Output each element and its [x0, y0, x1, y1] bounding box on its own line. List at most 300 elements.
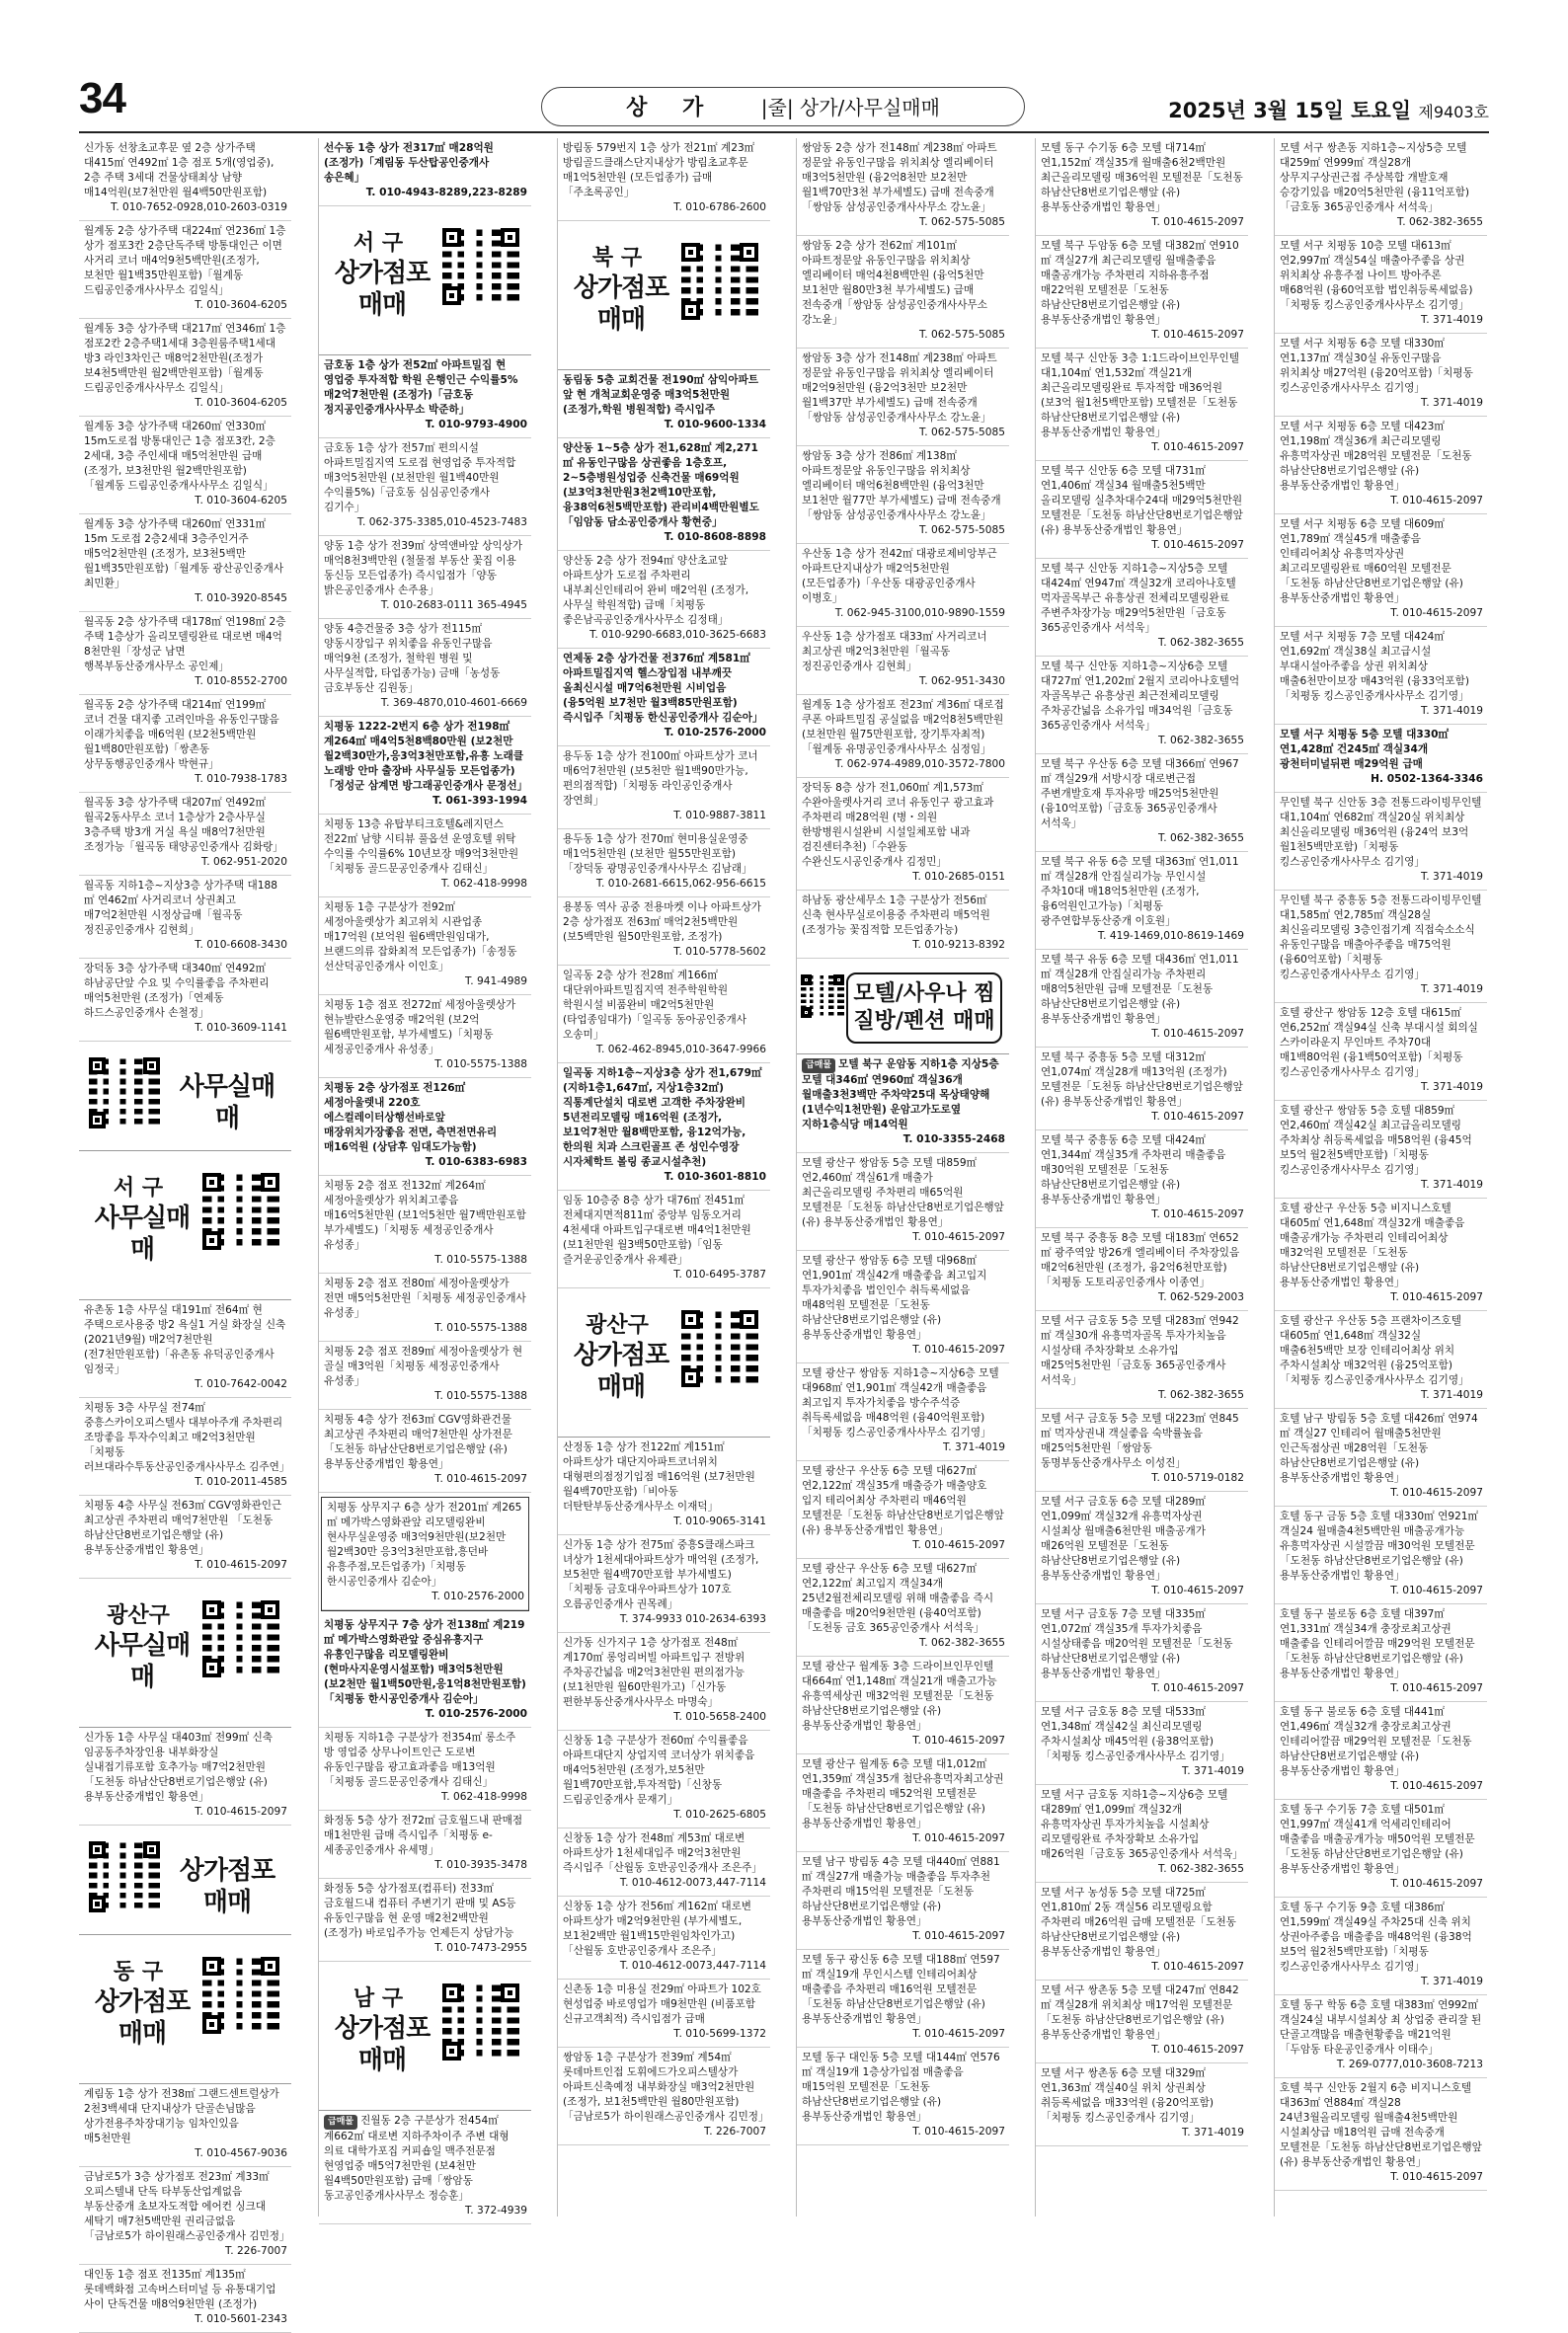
listing-text: 모텔 광산구 쌍암동 지하1층~지상6층 모텔 대968㎡ 연1,901㎡ 객실42개 매출좋음 최고입지 투자가치좋음 방수주석증 취득록세없음 매48억원 (융40억원포함)「치평동 킹스공인중개사사무소 김기영」 [802, 1367, 999, 1439]
listing-phone[interactable]: T. 061-393-1994 [432, 795, 527, 807]
listing-phone[interactable]: T. 226-7007 [704, 2126, 766, 2138]
listing-description [84, 1731, 287, 1805]
listing-description [1041, 757, 1244, 831]
listing-description [324, 441, 527, 515]
listing-description [1280, 337, 1483, 396]
list-item [1036, 559, 1248, 657]
listing-description [563, 1194, 766, 1268]
listing-text: 쌍암동 3층 상가 전86㎡ 계138㎡ 아파트정문앞 유동인구많음 위치최상 엘리베이터 매억6천8백만원 (융억3천만 보1천만 월77만 부가세별도) 급매 전속중개「쌍암동 삼성공인중개사사무소 강노윤」 [802, 450, 1001, 521]
listing-description [563, 1831, 766, 1876]
listing-text: 치평동 2층 점포 전80㎡ 세정아울렛상가 전면 매5억5천만원「치평동 세정공인중개사 유성종」 [324, 1278, 526, 1319]
listing-phone[interactable]: T. 010-2576-2000 [431, 1591, 524, 1602]
listing-phone[interactable]: T. 010-3604-6205 [195, 495, 287, 506]
listing-phone[interactable]: T. 010-7473-2955 [434, 1942, 527, 1954]
listing-text: 호텔 동구 불로동 6층 호텔 대397㎡ 연1,331㎡ 객실34개 충장로최고상권 매출좋음 인테리어깔끔 매29억원 모텔전문「도천동 하남산단8번로기업은행앞 (유) 용부동산중개법인 황용연」 [1280, 1608, 1475, 1679]
list-item [797, 1852, 1009, 1950]
listing-phone[interactable]: T. 010-9887-3811 [673, 810, 766, 821]
column-4 [796, 138, 1009, 2216]
listing-phone[interactable]: T. 062-418-9998 [441, 1791, 527, 1803]
listing-description [324, 1345, 527, 1389]
listing-text: 월곡동 2층 상가주택 대214㎡ 연199㎡ 코너 건물 대지좋 고려인마을 유동인구많음 이래가치좋음 매6억원 (보2천5백만원 월1백80만원포함)「쌍촌동 상무동행공인중개사 박현규」 [84, 699, 279, 770]
listing-phone[interactable]: T. 010-8552-2700 [195, 675, 287, 687]
listing-phone[interactable]: T. 062-462-8945,010-3647-9966 [595, 1044, 766, 1055]
listing-phone[interactable]: T. 374-9933 010-2634-6393 [619, 1613, 766, 1625]
listing-description [84, 420, 287, 494]
col4-listings [797, 138, 1009, 959]
qr-code-icon[interactable] [681, 243, 758, 320]
listing-phone[interactable]: T. 371-4019 [1182, 1765, 1244, 1777]
section-kind: 상가점포매매 [573, 1341, 669, 1402]
listing-phone[interactable]: T. 010-4615-2097 [434, 1473, 527, 1485]
section-kind: 사무실매매 [94, 1204, 191, 1265]
listing-description [324, 998, 527, 1057]
listing-text: 월곡동 3층 상가주택 대207㎡ 연492㎡ 월곡2동사무소 코너 1층상가 2층사무실 3층주택 방3개 거실 욕실 매8억7천만원 조정가능「월곡동 태양공인중개사 김화랑」 [84, 797, 283, 853]
qr-code-icon[interactable] [442, 1983, 519, 2061]
page-number: 34 [79, 74, 125, 122]
listing-description [1041, 855, 1244, 929]
listing-phone[interactable]: T. 062-575-5085 [919, 216, 1005, 228]
listing-description [84, 879, 287, 938]
listing-text: 월계동 1층 상가점포 전23㎡ 계36㎡ 대로접 쿠폰 아파트밀집 공실없음 매2억8천5백만원 (보천만원 월75만원포함, 장기투자최적)「월계동 유명공인중개사사무소 심정임」 [802, 699, 1004, 755]
listing-phone[interactable]: T. 010-3935-3478 [434, 1859, 527, 1871]
listing-phone[interactable]: T. 062-382-3655 [1397, 216, 1483, 228]
list-item [79, 695, 291, 793]
qr-code-icon[interactable] [681, 1310, 758, 1387]
listing-text: 하남동 광산세무소 1층 구분상가 전56㎡ 신축 현사무실로이용중 주차편리 매5억원 (조정가능 꽃집적합 모든업종가능) [802, 894, 990, 936]
listing-text: 쌍암동 1층 구분상가 전39㎡ 계54㎡ 롯데마트인접 도휘에드가오피스텔상가 아파트신축예정 내부화장실 매3억2천만원 (조정가, 보1천5백만원 월80만원포함)「금남로5가 하이원래스공인중개사 김민정」 [563, 2052, 769, 2123]
list-item [558, 1980, 770, 2048]
listing-phone[interactable]: T. 941-4989 [465, 975, 527, 987]
listing-phone[interactable]: T. 010-4615-2097 [912, 2126, 1005, 2138]
list-item [319, 1410, 531, 1493]
listing-phone[interactable]: T. 062-951-3430 [919, 675, 1005, 687]
listing-phone[interactable]: T. 371-4019 [1421, 314, 1483, 326]
listing-phone[interactable]: T. 062-575-5085 [919, 427, 1005, 438]
listing-phone[interactable]: T. 062-382-3655 [1158, 735, 1244, 746]
listing-phone[interactable]: T. 010-4612-0073,447-7114 [619, 1877, 766, 1889]
col2c-listings [319, 1615, 531, 1962]
list-item [797, 1251, 1009, 1363]
listing-phone[interactable]: T. 010-2685-0151 [912, 871, 1005, 883]
listing-phone[interactable]: T. 010-4615-2097 [912, 2028, 1005, 2040]
col3b-listings [558, 370, 770, 1288]
listing-phone[interactable]: T. 062-382-3655 [919, 1637, 1005, 1649]
listing-phone[interactable]: T. 010-2576-2000 [425, 1708, 527, 1720]
listing-text: 용두동 1층 상가 전70㎡ 현미용실운영중 매1억5천만원 (보천만 월55만원포함)「장덕동 광명공인중개사사무소 김남래」 [563, 833, 752, 875]
listing-description [84, 1401, 290, 1475]
listing-text: 양산동 2층 상가 전94㎡ 양산초교앞 아파트상가 도로접 주차편리 내부최신인테리어 완비 매2억원 (조정가, 사무실 학원적합) 급매「치평동 좋은남곡공인중개사사무소 김정태」 [563, 555, 749, 626]
list-item [1036, 1130, 1248, 1228]
listing-phone[interactable]: T. 010-2011-4585 [195, 1476, 287, 1488]
listing-phone[interactable]: T. 010-7938-1783 [195, 773, 287, 785]
qr-code-icon[interactable] [89, 1841, 160, 1912]
listing-phone[interactable]: T. 010-4615-2097 [1390, 1585, 1483, 1596]
listing-phone[interactable]: T. 062-529-2003 [1158, 1291, 1244, 1303]
list-item [1036, 1228, 1248, 1311]
list-item [79, 1398, 291, 1496]
listing-phone[interactable]: T. 062-418-9998 [441, 878, 527, 890]
list-item [79, 1728, 291, 1826]
list-item [1275, 1995, 1487, 2078]
section-kind: 상가점포매매 [179, 1856, 275, 1917]
listing-phone[interactable]: T. 010-4615-2097 [1390, 607, 1483, 619]
listing-description [563, 1440, 766, 1515]
listing-phone[interactable]: T. 062-382-3655 [1158, 832, 1244, 844]
list-item [1036, 1311, 1248, 1409]
listing-description [563, 1734, 766, 1808]
listing-phone[interactable]: T. 062-951-2020 [201, 856, 287, 868]
list-item [1275, 725, 1487, 793]
listing-description [324, 622, 527, 696]
qr-code-icon[interactable] [89, 1057, 160, 1128]
listing-text: 호텔 광산구 우산동 5층 프랜차이즈호텔 대605㎡ 연1,648㎡ 객실32실 매출6천5백만 보장 인테리어최상 위치 주차시설최상 매32억원 (융25억포함)「치평동 킹스공인중개사사무소 김기영」 [1280, 1315, 1469, 1386]
listing-text: 모텔 서구 금호동 8층 모텔 대533㎡ 연1,348㎡ 객실42실 최신리모델링 주차시설최상 매45억원 (융38억포함)「치평동 킹스공인중개사사무소 김기영」 [1041, 1706, 1230, 1762]
listing-description [802, 141, 1005, 215]
listing-phone[interactable]: T. 010-9600-1334 [664, 419, 766, 430]
listing-phone[interactable]: T. 010-4615-2097 [912, 1344, 1005, 1356]
listing-phone[interactable]: T. 010-5575-1388 [434, 1058, 527, 1070]
listing-phone[interactable]: T. 010-5575-1388 [434, 1322, 527, 1334]
listing-text: 모텔 서구 금호동 7층 모텔 대335㎡ 연1,072㎡ 객실35개 투자가치좋음 시설상태좋음 매20억원 모텔전문「도천동 하남산단8번로기업은행앞 (유) 용부동산중개법인 황용연」 [1041, 1608, 1233, 1679]
listing-phone[interactable]: T. 010-5575-1388 [434, 1254, 527, 1266]
listing-phone[interactable]: T. 010-2625-6805 [673, 1809, 766, 1821]
list-item [319, 1342, 531, 1410]
listing-phone[interactable]: T. 371-4019 [1421, 983, 1483, 995]
listing-description [802, 894, 1005, 938]
listing-phone[interactable]: T. 010-5719-0182 [1151, 1472, 1244, 1484]
listing-phone[interactable]: T. 419-1469,010-8619-1469 [1097, 930, 1244, 942]
listing-phone[interactable]: T. 010-4615-2097 [195, 1559, 287, 1571]
listing-phone[interactable]: T. 010-5601-2343 [195, 2313, 287, 2325]
listing-description [1041, 1886, 1244, 1960]
listing-text: 치평동 1층 구분상가 전92㎡ 세정아울렛상가 최고위치 시관업종 매17억원 (보억원 월6백만원임대가, 브랜드의류 잡화최적 모든업종가)「송정동 선산덕공인중개사 이인호」 [324, 901, 517, 972]
list-item [79, 221, 291, 319]
listing-description [563, 832, 766, 877]
listing-text: 모텔 북구 중흥동 8층 모텔 대183㎡ 연652㎡ 광주역앞 방26개 엘리베이터 주차장있음 매2억6천만원 (조정가, 융2억6천만포함)「치평동 도토리공인중개사 이종연」 [1041, 1232, 1240, 1288]
listing-text: 선수동 1층 상가 전317㎡ 매28억원 (조정가)「계림동 두산탑공인중개사 송은혜」 [324, 142, 494, 184]
listing-text: 신창동 1층 상가 전56㎡ 계162㎡ 대로변 아파트상가 매2억9천만원 (부가세별도, 보1천2백만 월1백15만원임차인가고)「산월동 호반공인중개사 조은주」 [563, 1901, 752, 1957]
listing-phone[interactable]: T. 010-6495-3787 [673, 1269, 766, 1281]
list-item [1275, 417, 1487, 514]
section-banner [541, 87, 1025, 126]
list-item [797, 778, 1009, 891]
listing-phone[interactable]: T. 010-4615-2097 [1151, 1208, 1244, 1220]
listing-phone[interactable]: T. 371-4019 [1421, 1081, 1483, 1093]
list-item [1036, 1409, 1248, 1492]
listing-phone[interactable]: T. 010-4615-2097 [1151, 1585, 1244, 1596]
list-item [1275, 1604, 1487, 1702]
listing-phone[interactable]: T. 010-4615-2097 [1151, 1682, 1244, 1694]
col2-listings [319, 138, 531, 206]
listing-text: 모텔 서구 쌍촌동 5층 모텔 대247㎡ 연842㎡ 객실28개 위치최상 매17억원 모텔전문「도천동 하남산단8번로기업은행앞 (유) 용부동산중개법인 황용연」 [1041, 1984, 1239, 2041]
listing-phone[interactable]: T. 010-4615-2097 [912, 1231, 1005, 1243]
listing-phone[interactable]: T. 062-575-5085 [919, 329, 1005, 341]
listing-text: 진월동 2층 구분상가 전454㎡ 계662㎡ 대로변 지하주차이주 주변 대형 의료 대학가포집 커피숍일 맥주전문점 현영업중 매5억7천만원 (보4천만 월4백50만원포함) 급매「쌍암동 동고공인중개사사무소 정승훈」 [324, 2115, 510, 2202]
listing-phone[interactable]: T. 010-3920-8545 [195, 592, 287, 604]
page-header [0, 0, 1568, 128]
listing-description [84, 1499, 287, 1558]
list-item [1275, 1199, 1487, 1311]
listing-description [1041, 1705, 1244, 1764]
listing-text: 모텔 광산구 우산동 6층 모텔 대627㎡ 연2,122㎡ 객실35개 매출증가 매출양호 입지 테리어최상 주차편리 매46억원 모텔전문「도천동 하남산단8번로기업은행앞 (유) 용부동산중개법인 황용연」 [802, 1465, 1004, 1536]
listing-phone[interactable]: T. 010-4615-2097 [1390, 495, 1483, 506]
col3c-listings [558, 1438, 770, 2145]
qr-code-icon[interactable] [202, 1173, 279, 1250]
listing-phone[interactable]: H. 0502-1364-3346 [1371, 773, 1483, 785]
listing-description [324, 358, 527, 418]
region-label: 남 구 [353, 1986, 404, 2011]
listing-description [563, 1983, 766, 2027]
listing-phone[interactable]: T. 010-4615-2097 [1390, 1878, 1483, 1890]
list-item [1036, 1883, 1248, 1981]
listing-phone[interactable]: T. 372-4939 [465, 2205, 527, 2216]
listing-description [324, 141, 527, 186]
listing-phone[interactable]: T. 062-382-3655 [1158, 1863, 1244, 1875]
listing-phone[interactable]: T. 010-2683-0111 365-4945 [380, 599, 527, 611]
listing-text: 모텔 북구 두암동 6층 모텔 대382㎡ 연910㎡ 객실27개 최근리모델링 월매출좋음 매출공개가능 주차편리 지하유흥주점 매22억원 모텔전문「도천동 하남산단8번로기업은행앞 (유) 용부동산중개법인 황용연」 [1041, 240, 1239, 326]
list-item [1036, 1785, 1248, 1883]
listing-phone[interactable]: T. 010-5658-2400 [673, 1711, 766, 1723]
listing-phone[interactable]: T. 010-9213-8392 [912, 939, 1005, 951]
region-label: 동 구 [113, 1960, 164, 1984]
listing-phone[interactable]: T. 010-4943-8289,223-8289 [365, 187, 527, 198]
listing-phone[interactable]: T. 371-4019 [1421, 1976, 1483, 1987]
list-item [1036, 1492, 1248, 1604]
listing-text: 연제동 2층 상가건물 전376㎡ 계581㎡ 아파트밀집지역 헬스장입점 내부깨끗 올최신시설 매7억6천만원 시비업음 (융5억원 보7천만 월3백85만원포함) 즉시입주「치평동 한신공인중개사 김순아」 [563, 653, 763, 724]
listing-phone[interactable]: T. 010-4615-2097 [1151, 2044, 1244, 2056]
listing-phone[interactable]: T. 010-2681-6615,062-956-6615 [595, 878, 766, 890]
listing-text: 모텔 남구 방림동 4층 모텔 대440㎡ 연881㎡ 객실27개 매출가능 매출좋음 투자추천 주차편리 매15억원 모텔전문「도천동 하남산단8번로기업은행앞 (유) 용부동산중개법인 황용연」 [802, 1856, 1000, 1927]
region-label: 서 구 [113, 1176, 164, 1201]
qr-code-icon[interactable] [202, 1600, 279, 1677]
listing-description [802, 1562, 1005, 1636]
listing-phone[interactable]: T. 010-4612-0073,447-7114 [619, 1960, 766, 1972]
listing-description [563, 1636, 766, 1710]
listing-description [324, 2114, 527, 2204]
listing-text: 방림동 579번지 1층 상가 전21㎡ 계23㎡ 방림골드클래스단지내상가 방림초교후문 매1억5천만원 (모든업종가) 급매「주초록공인」 [563, 142, 755, 198]
listing-text: 치평동 지하1층 구분상가 전354㎡ 롱소주 방 영업중 상무나이트인근 도로변 유동인구많음 광고효과좋음 매13억원「치평동 골드문공인중개사 김태신」 [324, 1732, 516, 1788]
listing-text: 호텔 동구 불로동 6층 호텔 대441㎡ 연1,496㎡ 객실32개 충장로최고상권 인테리어깔끔 매29억원 모텔전문「도천동 하남산단8번로기업은행앞 (유) 용부동산중개법인 황용연」 [1280, 1706, 1472, 1777]
listing-text: 신창동 1층 구분상가 전60㎡ 수익률좋음 아파트대단지 상업지역 코너상가 위치좋음 매4억5천만원 (조정가,보5천만 월1백70만포함,투자적합)「신창동 드림공인중개사 문재기」 [563, 1735, 755, 1806]
listing-text: 무인텔 북구 중흥동 5층 전통드라이빙무인텔 대1,585㎡ 연2,785㎡ 객실28실 최신올리모델링 3층인접기계 직접숙소소식 유동인구많음 매출아주좋음 매75억원 (융60억포함)「치평동 킹스공인중개사사무소 김기영」 [1280, 894, 1482, 980]
section-seogu-office [79, 1151, 291, 1300]
listing-phone[interactable]: T. 010-3604-6205 [195, 299, 287, 311]
listing-description [1041, 239, 1244, 328]
listing-text: 모텔 광산구 쌍암동 6층 모텔 대968㎡ 연1,901㎡ 객실42개 매출좋음 최고입지 투자가치좋음 법인인수 취득록세없음 매48억원 모텔전문「도천동 하남산단8번로기업은행앞 (유) 용부동산중개법인 황용연」 [802, 1255, 987, 1341]
listing-text: 일곡동 2층 상가 전28㎡ 계166㎡ 대단위아파트밀집지역 전주학원학원 학원시설 비품완비 매2억5천만원 (타업종임대가)「일곡동 동아공인중개사 오송미」 [563, 970, 746, 1041]
section-namgu-shop [319, 1962, 531, 2111]
listing-text: 모텔 광산구 쌍암동 5층 모텔 대859㎡ 연2,460㎡ 객실61개 매출가 최근올리모델링 주차편리 매65억원 모텔전문「도천동 하남산단8번로기업은행앞 (유) 용부동산중개법인 황용연」 [802, 1157, 1004, 1228]
listing-phone[interactable]: T. 010-4615-2097 [1151, 441, 1244, 453]
listing-description [802, 1254, 1005, 1343]
listing-phone[interactable]: T. 010-9290-6683,010-3625-6683 [589, 629, 766, 641]
listing-description [84, 2170, 290, 2244]
listing-phone[interactable]: T. 010-4615-2097 [1390, 1780, 1483, 1792]
listing-phone[interactable]: T. 371-4019 [1421, 1389, 1483, 1401]
qr-code-icon[interactable] [801, 974, 844, 1018]
listing-text: 화정동 5층 상가 전72㎡ 금호월드내 판매점 매1천만원 급매 즉시입주「치평동 e-세종공인중개사 유세명」 [324, 1815, 523, 1856]
listing-phone[interactable]: T. 010-4615-2097 [1151, 216, 1244, 228]
listing-phone[interactable]: T. 010-3601-8810 [664, 1171, 766, 1183]
listing-description [324, 1081, 527, 1155]
listing-description [324, 1618, 527, 1707]
list-item [319, 1176, 531, 1274]
listing-phone[interactable]: T. 010-3609-1141 [195, 1022, 287, 1034]
listing-text: 모텔 서구 치평동 6층 모텔 대609㎡ 연1,789㎡ 객실45개 매출좋음 인테리어최상 유흥먹자상권 최고리모델링완료 매60억원 모텔전문「도천동 하남산단8번로기업은행앞 (유) 용부동산중개법인 황용연」 [1280, 518, 1463, 604]
boxed-listing [321, 1497, 529, 1611]
list-item [319, 1811, 531, 1879]
listing-phone[interactable]: T. 371-4019 [1182, 2127, 1244, 2139]
region-label: 서 구 [353, 231, 404, 256]
listing-phone[interactable]: T. 010-8608-8898 [664, 531, 766, 543]
listing-phone[interactable]: T. 371-4019 [1421, 397, 1483, 409]
listing-phone[interactable]: T. 010-7642-0042 [195, 1378, 287, 1390]
listing-phone[interactable]: T. 010-5778-5602 [673, 946, 766, 958]
listing-description [563, 1900, 766, 1959]
listing-description [1280, 1202, 1483, 1290]
listing-text: 치평동 3층 사무실 전74㎡ 중흥스카이오피스텔사 대부아주개 주차편리 조망좋음 투자수익최고 매2억3천만원「치평동 러브대라수투동산공인중개사사무소 김주연」 [84, 1402, 290, 1473]
listing-text: 모텔 서구 치평동 7층 모텔 대424㎡ 연1,692㎡ 객실38실 최고급시설 부대시설아주좋음 상권 위치최상 매출6천만이보장 매43억원 (융33억포함)「치평동 킹스공인중개사사무소 김기영」 [1280, 631, 1469, 702]
listing-text: 치평동 상무지구 7층 상가 전138㎡ 계219㎡ 메가박스영화관앞 중심유흥지구 유흥인구많음 리모델링완비 (현마사지운영시설포함) 매3억5천만원 (보2천만 월1백50만원,응1억8천만원포함)「치평동 한시공인중개사 김순아」 [324, 1619, 526, 1705]
listing-phone[interactable]: T. 010-4615-2097 [1390, 1682, 1483, 1694]
listing-phone[interactable]: T. 010-9065-3141 [673, 1516, 766, 1527]
list-item [797, 1054, 1009, 1153]
listing-description: 치평동 상무지구 6층 상가 전201㎡ 계265㎡ 메가박스영화관앞 리모델링완비 현사무실운영중 매3억9천만원(보2천만 월2백30만 응3억3천만포함,흥던바 유흥주점,모든업종가)「치평동 한시공인중개사 김순아」 [327, 1502, 522, 1588]
listing-phone[interactable]: T. 062-382-3655 [1158, 637, 1244, 649]
listing-description [802, 351, 1005, 426]
listing-phone[interactable]: T. 010-9793-4900 [425, 419, 527, 430]
listing-phone[interactable]: T. 010-4615-2097 [1390, 1487, 1483, 1499]
section-kind: 모텔/사우나 찜질방/펜션 매매 [846, 972, 1002, 1044]
listing-text: 일곡동 지하1층~지상3층 상가 전1,679㎡ (지하1층1,647㎡, 지상1층32㎡) 직통계단설치 대로변 고객한 주차장완비 5년전리모델링 매16억원 (조정가,보1억7천만 월8백만포함, 융12억가능,한의원 치과 스크린골프 존 성인수영장 시자체학트 볼링 종교시설추천) [563, 1067, 762, 1168]
list-item [558, 746, 770, 829]
listing-text: 양동 4층건물중 3층 상가 전115㎡ 양동시장입구 위치좋음 유동인구많음 매억9천 (조정가, 철학원 병원 및 사무실적합, 타업종가능) 금매「농성동 금호부동산 김원동」 [324, 623, 501, 694]
listing-description [1041, 1495, 1244, 1584]
list-item [558, 551, 770, 649]
listing-phone[interactable]: T. 371-4019 [1421, 1179, 1483, 1191]
list-item [1275, 138, 1487, 236]
listing-description [84, 2087, 287, 2146]
listing-phone[interactable]: T. 062-575-5085 [919, 524, 1005, 536]
listing-phone[interactable]: T. 010-4615-2097 [912, 1832, 1005, 1844]
list-item [558, 1633, 770, 1731]
listing-text: 모텔 북구 중흥동 6층 모텔 대424㎡ 연1,344㎡ 객실35개 주차편리 매출좋음 매30억원 모텔전문「도천동 하남산단8번로기업은행앞 (유) 용부동산중개법인 황용연」 [1041, 1134, 1226, 1205]
qr-code-icon[interactable] [202, 1957, 279, 2034]
listing-phone[interactable]: T. 010-6608-3430 [195, 939, 287, 951]
listing-phone[interactable]: T. 371-4019 [1421, 871, 1483, 883]
listing-text: 화정동 5층 상가점포(컴퓨터) 전33㎡ 금호월드내 컴퓨터 주변기기 판매 및 AS등 유동인구많음 현 운영 매2천2백만원 (조정가) 바로입주가능 언제든지 상담가능 [324, 1883, 516, 1939]
list-item [1036, 754, 1248, 852]
listing-description [1041, 351, 1244, 440]
listing-text: 호텔 남구 방림동 5층 호텔 대426㎡ 연974㎡ 객실27 인테리어 월매출5천만원 인근독점상권 매28억원「도천동 하남산단8번로기업은행앞 (유) 용부동산중개법인 황용연」 [1280, 1413, 1478, 1484]
listing-description [563, 441, 766, 530]
listing-phone[interactable]: T. 010-4615-2097 [912, 1539, 1005, 1551]
list-item [1036, 1702, 1248, 1785]
list-item [79, 793, 291, 876]
listing-description [802, 1660, 1005, 1734]
listing-description [802, 630, 1005, 674]
listing-description [1280, 1803, 1483, 1877]
list-item [319, 1879, 531, 1962]
listing-phone[interactable]: T. 010-3604-6205 [195, 397, 287, 409]
listing-phone[interactable]: T. 062-974-4989,010-3572-7800 [834, 758, 1005, 770]
column-6 [1274, 138, 1487, 2216]
listing-phone[interactable]: T. 010-4615-2097 [1151, 1961, 1244, 1973]
listing-phone[interactable]: T. 010-2576-2000 [664, 727, 766, 739]
listing-phone[interactable]: T. 010-6383-6983 [425, 1156, 527, 1168]
list-item [558, 1063, 770, 1191]
listing-phone[interactable]: T. 371-4019 [943, 1441, 1005, 1453]
listing-description [563, 141, 766, 200]
listing-phone[interactable]: T. 369-4870,010-4601-6669 [380, 697, 527, 709]
qr-code-icon[interactable] [442, 228, 519, 305]
listing-phone[interactable]: T. 010-4615-2097 [1151, 1111, 1244, 1123]
list-item [1036, 1604, 1248, 1702]
listing-text: 용봉동 역사 공중 전용마켓 이나 아파트상가 2층 상가점포 전63㎡ 매억2천5백만원 (보5백만원 월50만원포함, 조정가) [563, 901, 762, 943]
listing-text: 호텔 광산구 쌍암동 5층 호텔 대859㎡ 연2,460㎡ 객실42실 최고급올리모델링 주차최상 취등록세없음 매58억원 (융45억 보5억 월2천5백만포함)「치평동 킹스공인중개사사무소 김기영」 [1280, 1105, 1472, 1176]
listing-text: 월곡동 지하1층~지상3층 상가주택 대188㎡ 연462㎡ 사거리코너 상권최고 매7억2천만원 시정상급매「월곡동 정진공인중개사 김현희」 [84, 880, 277, 936]
listing-phone[interactable]: T. 010-4615-2097 [1151, 329, 1244, 341]
listing-text: 모텔 서구 금호동 6층 모텔 대289㎡ 연1,099㎡ 객실32개 유흥먹자상권 시설최상 월매출6천만원 매출공개가 매26억원 모텔전문「도천동 하남산단8번로기업은행앞 (유) 용부동산중개법인 황용연」 [1041, 1496, 1206, 1582]
section-motel-sale [797, 959, 1009, 1054]
list-item [319, 1728, 531, 1811]
listing-description [1041, 1983, 1244, 2043]
listing-phone[interactable]: T. 010-4567-9036 [195, 2147, 287, 2159]
listing-phone[interactable]: T. 062-382-3655 [1158, 1389, 1244, 1401]
listing-phone[interactable]: T. 226-7007 [225, 2245, 287, 2257]
list-item [1275, 1311, 1487, 1409]
listing-description [802, 1757, 1005, 1831]
listing-phone[interactable]: T. 062-945-3100,010-9890-1559 [834, 607, 1005, 619]
list-item [79, 319, 291, 417]
listing-description [1280, 630, 1483, 704]
listing-phone[interactable]: T. 010-3355-2468 [902, 1133, 1005, 1145]
listing-phone[interactable]: T. 010-4615-2097 [1151, 1028, 1244, 1040]
listing-description [563, 969, 766, 1043]
list-item [79, 2084, 291, 2167]
column-5 [1035, 138, 1248, 2216]
listing-phone[interactable]: T. 062-375-3385,010-4523-7483 [356, 516, 527, 528]
listing-phone[interactable]: T. 010-4615-2097 [1390, 1291, 1483, 1303]
listing-phone[interactable]: T. 010-7652-0928,010-2603-0319 [111, 201, 287, 213]
list-item [79, 1300, 291, 1398]
listing-text: 치평동 2층 점포 전132㎡ 계264㎡ 세정아울렛상가 위치최고좋음 매16억5천만원 (보1억5천만 월7백만원포함 부가세별도)「치평동 세정공인중개사 유성종」 [324, 1180, 526, 1251]
listing-phone[interactable]: T. 010-5699-1372 [673, 2028, 766, 2040]
listing-phone[interactable]: T. 010-4615-2097 [912, 1930, 1005, 1942]
listing-phone[interactable]: T. 010-5575-1388 [434, 1390, 527, 1402]
listing-phone[interactable]: T. 010-4615-2097 [1151, 539, 1244, 551]
edition-number: 제9403호 [1418, 103, 1489, 121]
listing-description [1041, 953, 1244, 1027]
listing-phone[interactable]: T. 010-4615-2097 [195, 1806, 287, 1818]
listing-description [563, 652, 766, 726]
listing-text: 월계동 2층 상가주택 대224㎡ 연236㎡ 1층 상가 점포3칸 2층단독주택 방통대인근 이면 사거리 코너 매4억9천5백만원(조정가, 보천만 월1백35만원포함)「월계동 드림공인중개사사무소 김일식」 [84, 225, 286, 296]
listing-phone[interactable]: T. 269-0777,010-3608-7213 [1336, 2059, 1483, 2070]
listing-phone[interactable]: T. 371-4019 [1421, 705, 1483, 717]
listing-phone[interactable]: T. 010-6786-2600 [673, 201, 766, 213]
listing-description [1280, 239, 1483, 313]
list-item [797, 1363, 1009, 1461]
list-item [558, 138, 770, 221]
listing-text: 모텔 동구 광신동 6층 모텔 대188㎡ 연597㎡ 객실19개 무인시스템 인테리어최상 매출좋음 주차편리 매16억원 모텔전문「도천동 하남산단8번로기업은행앞 (유) 용부동산중개법인 황용연」 [802, 1954, 1000, 2025]
listing-text: 신촌동 1층 미용실 전29㎡ 아파트가 102호 현성업중 바로영업가 매9천만원 (비품포함 신규고객최적) 즉시입점가 급매 [563, 1983, 761, 2025]
listing-phone[interactable]: T. 010-4615-2097 [1390, 2171, 1483, 2183]
listing-phone[interactable]: T. 010-4615-2097 [912, 1735, 1005, 1747]
listing-description [1280, 141, 1483, 215]
section-bukgu-shop [558, 221, 770, 370]
listing-description [1280, 1314, 1483, 1388]
listing-text: 모텔 북구 신안동 6층 모텔 대731㎡ 연1,406㎡ 객실34 월매출5천5백만 올리모델링 실추차대수24대 매29억5천만원 모텔전문「도천동 하남산단8번로기업은행앞 (유) 용부동산중개법인 황용연」 [1041, 465, 1243, 536]
